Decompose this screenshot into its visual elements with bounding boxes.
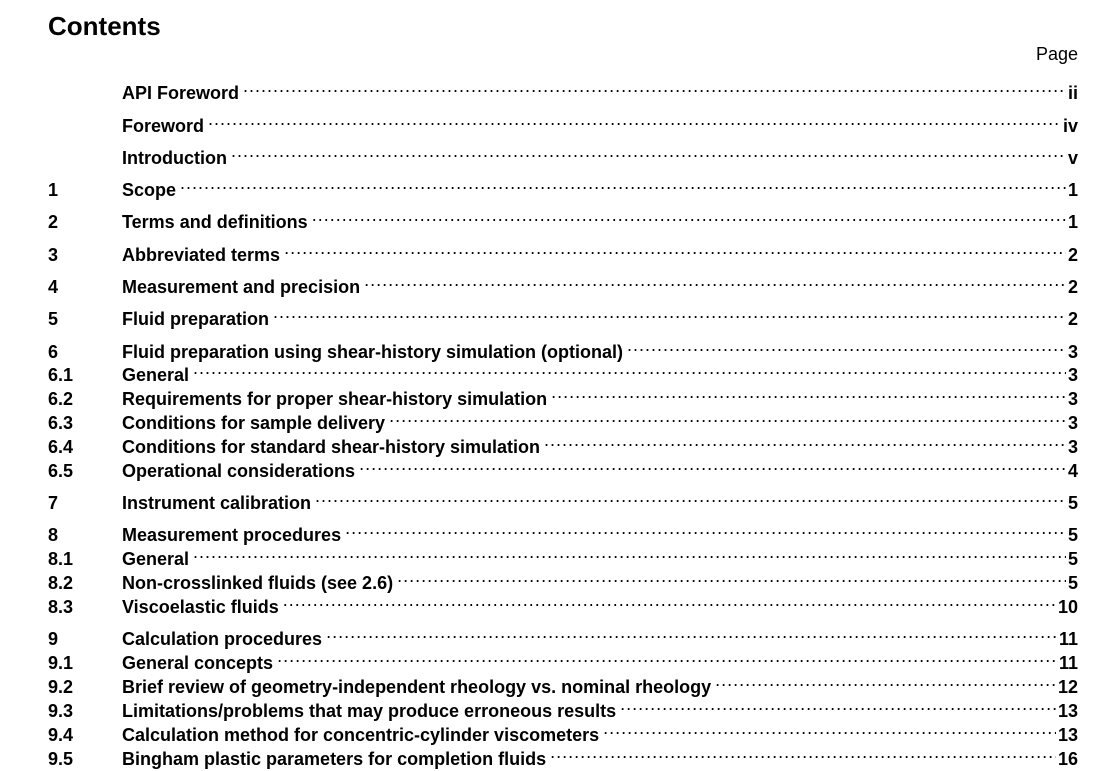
toc-entry-title: Instrument calibration [122, 493, 312, 513]
dot-leader [180, 174, 1066, 196]
toc-entry-number: 4 [48, 277, 59, 297]
toc-entry-page: 3 [1067, 413, 1078, 433]
toc-entry-title: Requirements for proper shear-history simulation [122, 389, 548, 409]
toc-entry-page: 13 [1057, 725, 1078, 745]
page-column-header: Page [1035, 44, 1078, 64]
toc-entry-title: Fluid preparation [122, 309, 270, 329]
toc-entry-number: 6.4 [48, 437, 74, 457]
toc-entry[interactable] [48, 647, 1078, 673]
toc-entry-title: General [122, 365, 190, 385]
toc-entry[interactable] [48, 336, 1078, 362]
toc-entry-number: 2 [48, 212, 59, 232]
toc-entry-title: Brief review of geometry-independent rheology vs. nominal rheology [122, 677, 712, 697]
toc-entry-title: API Foreword [122, 83, 240, 103]
toc-entry-page: 10 [1057, 597, 1078, 617]
toc-entry-number: 5 [48, 309, 59, 329]
dot-leader [193, 543, 1066, 565]
dot-leader [627, 336, 1066, 358]
toc-entry-title: Measurement procedures [122, 525, 342, 545]
toc-entry[interactable] [48, 142, 1078, 168]
toc-entry[interactable] [48, 719, 1078, 745]
dot-leader [315, 487, 1066, 509]
toc-entry-page: 11 [1058, 653, 1078, 673]
toc-entry-number: 9.3 [48, 701, 74, 721]
toc-entry-number: 8 [48, 525, 59, 545]
dot-leader [231, 142, 1066, 164]
toc-entry-title: Operational considerations [122, 461, 356, 481]
toc-entry-title: Abbreviated terms [122, 245, 281, 265]
toc-entry-title: Terms and definitions [122, 212, 308, 232]
toc-entry[interactable] [48, 77, 1078, 103]
toc-entry-page: 2 [1067, 309, 1078, 329]
toc-entry-page: ii [1067, 83, 1078, 103]
toc-entry[interactable] [48, 383, 1078, 409]
toc-entry-title: Conditions for standard shear-history simulation [122, 437, 541, 457]
toc-entry[interactable] [48, 174, 1078, 200]
toc-entry[interactable] [48, 487, 1078, 513]
toc-entry[interactable] [48, 543, 1078, 569]
toc-entry-page: 2 [1067, 245, 1078, 265]
toc-entry-number: 6.2 [48, 389, 74, 409]
page-title: Contents [48, 11, 161, 41]
toc-entry-title: Scope [122, 180, 177, 200]
toc-entry[interactable] [48, 431, 1078, 457]
dot-leader [208, 110, 1061, 132]
toc-entry[interactable] [48, 359, 1078, 385]
dot-leader [326, 623, 1057, 645]
toc-entry-number: 3 [48, 245, 59, 265]
toc-entry-title: Viscoelastic fluids [122, 597, 279, 617]
toc-entry-title: General [122, 549, 190, 569]
toc-entry-title: Introduction [122, 148, 227, 168]
toc-entry-page: 3 [1067, 365, 1078, 385]
toc-entry-number: 9.2 [48, 677, 74, 697]
dot-leader [273, 303, 1066, 325]
toc-entry[interactable] [48, 407, 1078, 433]
toc-entry[interactable] [48, 206, 1078, 232]
toc-entry-page: v [1067, 148, 1078, 168]
toc-entry-number: 9 [48, 629, 59, 649]
dot-leader [283, 591, 1056, 613]
toc-entry[interactable] [48, 695, 1078, 721]
toc-entry-page: 2 [1067, 277, 1078, 297]
toc-entry[interactable] [48, 519, 1078, 545]
dot-leader [620, 695, 1056, 717]
toc-entry-number: 6.5 [48, 461, 74, 481]
toc-entry[interactable] [48, 271, 1078, 297]
dot-leader [277, 647, 1057, 669]
toc-entry-page: 5 [1067, 573, 1078, 593]
toc-entry-page: 5 [1067, 549, 1078, 569]
toc-entry-title: Non-crosslinked fluids (see 2.6) [122, 573, 394, 593]
toc-entry-number: 1 [48, 180, 59, 200]
toc-entry-title: Foreword [122, 116, 205, 136]
toc-entry-number: 9.1 [48, 653, 74, 673]
toc-entry-page: 5 [1067, 525, 1078, 545]
toc-entry[interactable] [48, 303, 1078, 329]
toc-entry-page: 1 [1067, 212, 1078, 232]
toc-entry-title: Calculation procedures [122, 629, 323, 649]
dot-leader [284, 239, 1066, 261]
dot-leader [715, 671, 1056, 693]
toc-entry[interactable] [48, 239, 1078, 265]
toc-entry-number: 8.3 [48, 597, 74, 617]
toc-entry-page: 4 [1067, 461, 1078, 481]
toc-entry[interactable] [48, 591, 1078, 617]
toc-entry-page: 12 [1057, 677, 1078, 697]
toc-entry-number: 6.3 [48, 413, 74, 433]
toc-entry[interactable] [48, 567, 1078, 593]
toc-entry-page: 11 [1058, 629, 1078, 649]
toc-entry-page: 5 [1067, 493, 1078, 513]
toc-entry[interactable] [48, 455, 1078, 481]
dot-leader [193, 359, 1066, 381]
dot-leader [603, 719, 1056, 741]
toc-entry-number: 6.1 [48, 365, 74, 385]
toc-entry-title: Bingham plastic parameters for completion fluids [122, 749, 547, 769]
toc-entry-title: General concepts [122, 653, 274, 673]
toc-entry[interactable] [48, 671, 1078, 697]
toc-entry-page: 3 [1067, 437, 1078, 457]
toc-entry-number: 9.5 [48, 749, 74, 769]
toc-entry[interactable] [48, 110, 1078, 136]
toc-entry-number: 8.2 [48, 573, 74, 593]
dot-leader [312, 206, 1066, 228]
dot-leader [359, 455, 1066, 477]
toc-entry-page: 3 [1067, 389, 1078, 409]
toc-entry-title: Fluid preparation using shear-history simulation (optional) [122, 342, 624, 362]
dot-leader [345, 519, 1066, 541]
toc-entry-page: iv [1062, 116, 1078, 136]
toc-entry-page: 3 [1067, 342, 1078, 362]
toc-entry-title: Conditions for sample delivery [122, 413, 386, 433]
toc-entry-page: 1 [1067, 180, 1078, 200]
toc-entry-page: 16 [1057, 749, 1078, 769]
toc-entry-title: Calculation method for concentric-cylinder viscometers [122, 725, 600, 745]
dot-leader [243, 77, 1066, 99]
toc-entry-number: 6 [48, 342, 59, 362]
toc-entry-number: 7 [48, 493, 59, 513]
toc-entry[interactable] [48, 743, 1078, 769]
toc-entry[interactable] [48, 623, 1078, 649]
dot-leader [397, 567, 1066, 589]
dot-leader [551, 383, 1066, 405]
toc-entry-page: 13 [1057, 701, 1078, 721]
dot-leader [389, 407, 1066, 429]
dot-leader [364, 271, 1066, 293]
dot-leader [544, 431, 1066, 453]
toc-entry-title: Limitations/problems that may produce erroneous results [122, 701, 617, 721]
toc-entry-number: 8.1 [48, 549, 74, 569]
toc-entry-number: 9.4 [48, 725, 74, 745]
dot-leader [550, 743, 1056, 765]
toc-entry-title: Measurement and precision [122, 277, 361, 297]
